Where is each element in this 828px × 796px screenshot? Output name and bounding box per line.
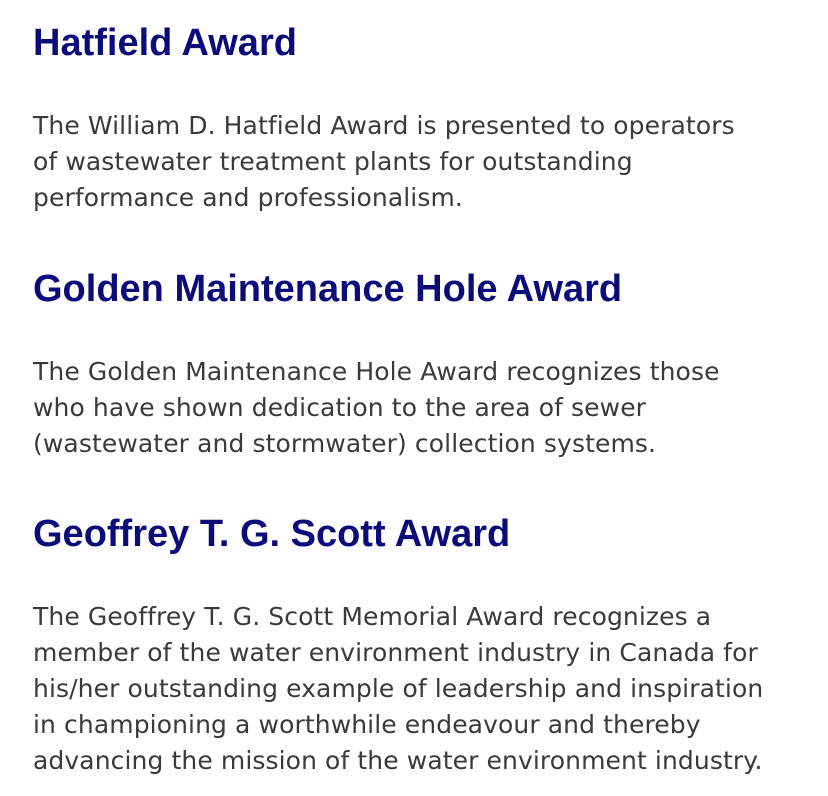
award-description-line: who have shown dedication to the area of sewer — [33, 393, 647, 422]
award-description-line: The William D. Hatfield Award is presented to operators — [33, 111, 735, 140]
award-description-line: of wastewater treatment plants for outstanding — [33, 147, 633, 176]
award-description-line: his/her outstanding example of leadership and inspiration — [33, 674, 764, 703]
award-section-hatfield — [33, 20, 813, 216]
award-title: Geoffrey T. G. Scott Award — [33, 513, 511, 555]
award-section-golden-maintenance-hole — [33, 266, 813, 462]
award-description-line: The Geoffrey T. G. Scott Memorial Award recognizes a — [33, 602, 712, 631]
award-description-line: (wastewater and stormwater) collection systems. — [33, 429, 657, 458]
award-title: Golden Maintenance Hole Award — [33, 268, 623, 310]
award-section-geoffrey-scott — [33, 511, 813, 779]
award-title: Hatfield Award — [33, 22, 297, 64]
award-description-line: performance and professionalism. — [33, 183, 463, 212]
award-description-line: advancing the mission of the water environment industry. — [33, 746, 763, 775]
award-description — [33, 354, 813, 462]
award-description-line: in championing a worthwhile endeavour and thereby — [33, 710, 701, 739]
award-description — [33, 108, 813, 216]
award-description-line: The Golden Maintenance Hole Award recognizes those — [33, 357, 720, 386]
award-description — [33, 599, 813, 779]
award-description-line: member of the water environment industry in Canada for — [33, 638, 758, 667]
